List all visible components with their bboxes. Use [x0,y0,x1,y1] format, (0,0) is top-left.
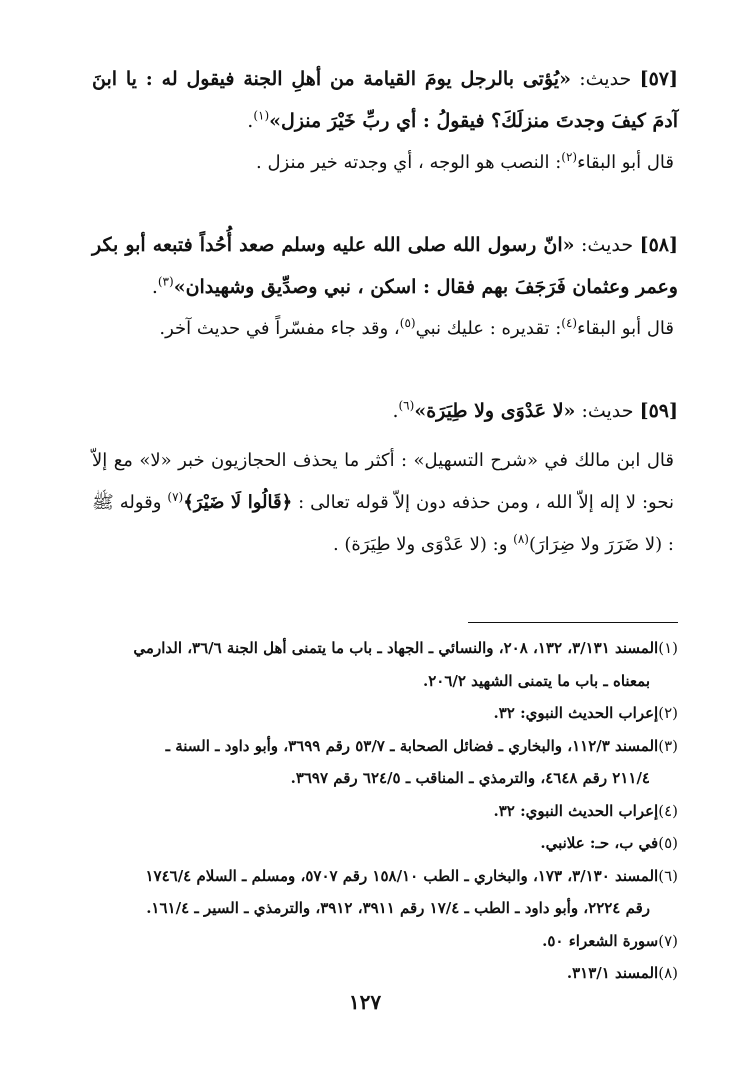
commentary-text: و: (لا عَدْوَى ولا طِيَرَة) . [332,534,508,555]
hadith-number: [٥٧] [639,68,678,90]
footnote-ref: (٧) [167,490,184,504]
footnote-3: (٣)المسند ١١٢/٣، والبخاري ـ فضائل الصحابة ـ ٥٣/٧ رقم ٣٦٩٩، وأبو داود ـ السنة ـ ٢١١/٤ رقم ٤٦٤٨، والترمذي ـ المناقب ـ ٦٢٤/٥ رقم ٣٦٩٧. [165,736,678,787]
footnote-8: (٨)المسند ٣١٣/١. [566,964,678,982]
footnote-2: (٢)إعراب الحديث النبوي: ٣٢. [493,704,678,722]
footnote-ref: (١) [253,108,270,123]
footnote-5: (٥)في ب، حـ: علانبي. [540,834,678,852]
commentary-text: وقوله ﷺ : (لا ضَرَرَ ولا ضِرَارَ) [92,492,674,555]
footnote-1: (١)المسند ٣/١٣١، ١٣٢، ٢٠٨، والنسائي ـ الجهاد ـ باب ما يتمنى أهل الجنة ٣٦/٦، الدارمي بمعناه ـ باب ما يتمنى الشهيد ٢٠٦/٢. [133,639,678,690]
page-number: ١٢٧ [348,990,382,1014]
footnote-ref: (٤) [561,316,578,330]
hadith-59: [٥٩] حديث: «لا عَدْوَى ولا طِيَرَة»$^{(٦)}$. [392,398,678,422]
hadith-number: [٥٩] [639,400,678,422]
hadith-text: «يُؤتى بالرجل يومَ القيامة من أهلِ الجنة فيقول له : يا ابنَ آدمَ كيفَ وجدتَ منزلَكَ؟ فيقولُ : أي ربِّ خَيْرَ منزل» [92,68,678,132]
footnote-ref: (٨) [513,532,529,546]
footnote-4: (٤)إعراب الحديث النبوي: ٣٢. [493,801,678,820]
commentary [92,142,678,184]
commentary [92,440,678,566]
footnote-7: (٧)سورة الشعراء ٥٠. [542,931,678,950]
hadith-number: [٥٨] [639,234,679,256]
quran-verse: ﴿قَالُوا لَا ضَيْرَ﴾ [183,492,293,513]
commentary-text: قال ابن مالك في «شرح التسهيل» : أكثر ما يحذف الحجازيون خبر «لا» مع إلاّ نحو: لا إله إلاّ الله ، ومن حذفه دون إلاّ قوله تعالى : [92,450,674,513]
footnote-6: (٦)المسند ٣/١٣٠، ١٧٣، والبخاري ـ الطب ١٥٨/١٠ رقم ٥٧٠٧، ومسلم ـ السلام ١٧٤٦/٤ رقم ٢٢٢٤، وأبو داود ـ الطب ـ ١٧/٤ رقم ٣٩١١، ٣٩١٢، والترمذي ـ السير ـ ١٦١/٤. [145,866,678,917]
hadith-label: حديث: [579,68,632,90]
footnote-ref: (٥) [399,316,416,330]
hadith-label: حديث: [581,234,634,256]
commentary [92,308,678,350]
commentary-text: ، وقد جاء مفسّراً في حديث آخر. [159,318,400,339]
hadith-text: «لا عَدْوَى ولا طِيَرَة» [414,400,576,422]
commentary-text: : تقديره : عليك نبي [415,318,562,339]
commentary-label: قال أبو البقاء [577,318,674,339]
footnote-ref: (٦) [398,398,415,413]
footnote-ref: (٣) [157,274,174,289]
hadith-57: [٥٧] حديث: «يُؤتى بالرجل يومَ القيامة من أهلِ الجنة فيقول له : يا ابنَ آدمَ كيفَ وجدتَ منزلَكَ؟ فيقولُ : أي ربِّ خَيْرَ منزل»$^{(١)}$. [92,68,678,132]
commentary-text: : النصب هو الوجه ، أي وجدته خير منزل . [256,152,562,173]
hadith-label: حديث: [581,400,634,422]
footnotes [92,632,678,990]
hadith-text: «انّ رسول الله صلى الله عليه وسلم صعد أُحُداً فتبعه أبو بكر وعمر وعثمان فَرَجَفَ بهم فقال : اسكن ، نبي وصدِّيق وشهيدان» [92,234,678,298]
footnote-ref: (٢) [561,150,578,164]
commentary-label: قال أبو البقاء [577,152,674,173]
footnote-divider [468,622,678,623]
hadith-58: [٥٨] حديث: «انّ رسول الله صلى الله عليه وسلم صعد أُحُداً فتبعه أبو بكر وعمر وعثمان فَرَجَفَ بهم فقال : اسكن ، نبي وصدِّيق وشهيدان»$^{(٣)}$. [92,234,679,298]
